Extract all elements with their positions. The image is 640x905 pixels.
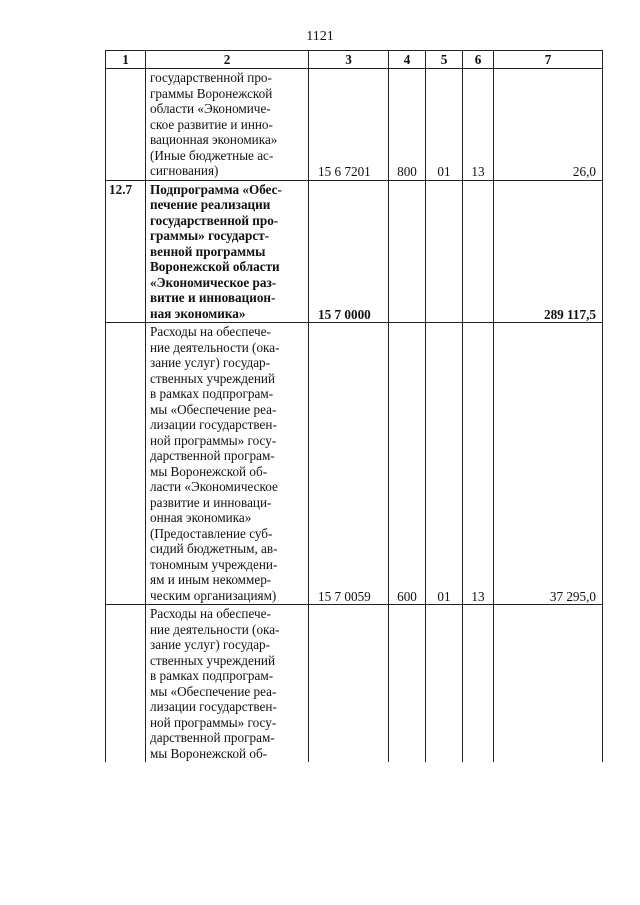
- expense-type-cell: [389, 180, 426, 323]
- subsection-cell: [463, 605, 494, 763]
- description-cell: [146, 69, 309, 181]
- description-line: онная экономика»: [150, 510, 252, 525]
- description-line: Воронежской области: [150, 259, 280, 274]
- amount-cell: 289 117,5: [494, 180, 603, 323]
- table-header-row: [106, 51, 603, 69]
- description-line: ческим организациям): [150, 587, 277, 603]
- description-line: венной программы: [150, 243, 266, 259]
- column-header-1: 1: [106, 51, 146, 69]
- target-code-cell: 15 7 0059: [309, 323, 389, 605]
- description-line: мы «Обеспечение реа-: [150, 683, 277, 699]
- table-row: [106, 605, 603, 763]
- description-line: «Экономическое раз-: [150, 274, 277, 290]
- description-line: государственной про-: [150, 212, 279, 228]
- description-line: Расходы на обеспече-: [150, 606, 271, 621]
- description-line: в рамках подпрограм-: [150, 668, 274, 683]
- subsection-cell: [463, 180, 494, 323]
- expense-type-cell: [389, 605, 426, 763]
- table-row: [106, 69, 603, 181]
- description-line: лизации государствен-: [150, 417, 277, 432]
- column-header-4: 4: [389, 51, 426, 69]
- description-line: граммы Воронежской: [150, 85, 273, 101]
- subsection-cell: 13: [463, 69, 494, 181]
- description-line: Подпрограмма «Обес-: [150, 181, 282, 197]
- section-cell: 01: [426, 323, 463, 605]
- description-line: вационная экономика»: [150, 132, 278, 147]
- row-number-cell: [106, 69, 146, 181]
- row-number-cell: [106, 323, 146, 605]
- target-code-cell: 15 6 7201: [309, 69, 389, 181]
- description-line: области «Экономиче-: [150, 101, 271, 116]
- description-line: ние деятельности (ока-: [150, 621, 280, 637]
- page-number: 1121: [306, 29, 334, 44]
- description-line: Расходы на обеспече-: [150, 324, 271, 339]
- description-line: ние деятельности (ока-: [150, 339, 280, 355]
- description-line: ственных учреждений: [150, 652, 276, 668]
- description-line: лизации государствен-: [150, 699, 277, 714]
- column-header-5: 5: [426, 51, 463, 69]
- section-cell: [426, 605, 463, 763]
- table-row: [106, 180, 603, 323]
- description-line: ское развитие и инно-: [150, 116, 273, 132]
- description-line: развитие и инноваци-: [150, 494, 272, 510]
- description-line: зание услуг) государ-: [150, 637, 271, 652]
- amount-cell: 37 295,0: [494, 323, 603, 605]
- description-line: зание услуг) государ-: [150, 355, 271, 370]
- amount-cell: [494, 605, 603, 763]
- row-number-cell: 12.7: [106, 180, 146, 323]
- column-header-3: 3: [309, 51, 389, 69]
- description-line: сидий бюджетным, ав-: [150, 541, 278, 556]
- description-line: мы «Обеспечение реа-: [150, 401, 277, 417]
- description-line: печение реализации: [150, 197, 271, 212]
- description-line: ной программы» госу-: [150, 432, 277, 448]
- description-cell: [146, 180, 309, 323]
- table-row: [106, 323, 603, 605]
- description-line: в рамках подпрограм-: [150, 386, 274, 401]
- amount-cell: 26,0: [494, 69, 603, 181]
- column-header-6: 6: [463, 51, 494, 69]
- description-cell: [146, 605, 309, 763]
- description-line: государственной про-: [150, 70, 272, 85]
- description-line: граммы» государст-: [150, 228, 270, 243]
- budget-table: [105, 50, 603, 762]
- description-line: тономным учреждени-: [150, 556, 278, 572]
- description-cell: [146, 323, 309, 605]
- column-header-7: 7: [494, 51, 603, 69]
- description-line: ная экономика»: [150, 305, 246, 321]
- description-line: мы Воронежской об-: [150, 745, 268, 761]
- description-line: ям и иным некоммер-: [150, 572, 272, 587]
- description-line: ной программы» госу-: [150, 714, 277, 730]
- section-cell: 01: [426, 69, 463, 181]
- expense-type-cell: 800: [389, 69, 426, 181]
- description-line: витие и инновацион-: [150, 290, 276, 305]
- column-header-2: 2: [146, 51, 309, 69]
- description-line: (Иные бюджетные ас-: [150, 147, 274, 163]
- description-line: сигнования): [150, 163, 219, 178]
- section-cell: [426, 180, 463, 323]
- description-line: ласти «Экономическое: [150, 479, 278, 494]
- target-code-cell: 15 7 0000: [309, 180, 389, 323]
- expense-type-cell: 600: [389, 323, 426, 605]
- description-line: дарственной програм-: [150, 448, 275, 463]
- description-line: ственных учреждений: [150, 370, 276, 386]
- description-line: дарственной програм-: [150, 730, 275, 745]
- target-code-cell: [309, 605, 389, 763]
- subsection-cell: 13: [463, 323, 494, 605]
- row-number-cell: [106, 605, 146, 763]
- description-line: (Предоставление суб-: [150, 525, 273, 541]
- description-line: мы Воронежской об-: [150, 463, 268, 479]
